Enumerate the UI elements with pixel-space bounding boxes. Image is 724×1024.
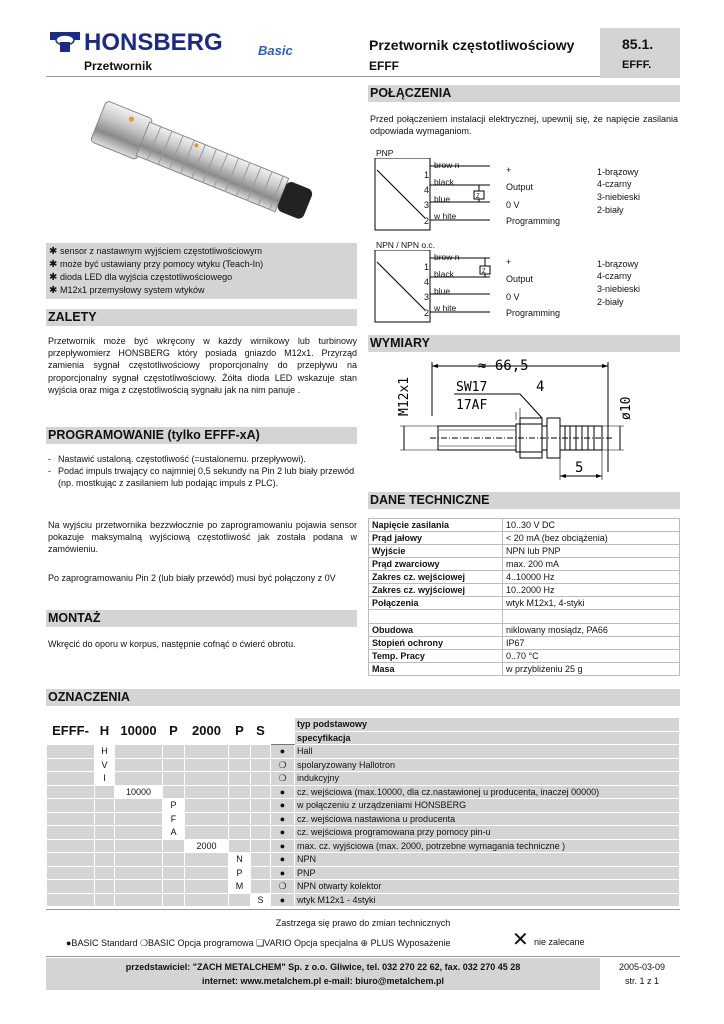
code-desc: NPN otwarty kolektor: [295, 880, 680, 894]
wire-name: black: [434, 177, 454, 187]
montaz-text: Wkręcić do oporu w korpus, następnie cofnąć o ćwierć obrotu.: [48, 639, 296, 649]
brand-sub: Basic: [258, 43, 293, 58]
prog-item: - Nastawić ustaloną. częstotliwość (=ustalonemu. przepływowi).: [48, 454, 306, 464]
option-symbol-icon: ●: [271, 893, 295, 907]
code-header-cell: P: [163, 718, 185, 745]
tech-key: Napięcie zasilania: [369, 519, 503, 532]
code-value: P: [229, 866, 251, 880]
code-value: 10000: [115, 785, 163, 799]
tech-key: Zakres cz. wejściowej: [369, 571, 503, 584]
code-empty-cell: [115, 772, 163, 786]
code-desc: cz. wejściowa programowana przy pomocy pin-u: [295, 826, 680, 840]
option-symbol-icon: ●: [271, 839, 295, 853]
code-empty-cell: [229, 758, 251, 772]
code-row: [47, 758, 680, 772]
footer-not-recommended: nie zalecane: [534, 937, 585, 947]
asterisk-icon: ✱: [49, 246, 58, 257]
header: [46, 28, 680, 78]
option-symbol-icon: ●: [271, 812, 295, 826]
footer-reserve: Zastrzega się prawo do zmian technicznych: [275, 918, 451, 928]
wire-name: black: [434, 269, 454, 279]
code-desc: NPN: [295, 853, 680, 867]
code-header-row: [47, 718, 680, 732]
features-list: [46, 245, 357, 297]
code-row: [47, 745, 680, 759]
code-empty-cell: [95, 880, 115, 894]
code-row: [47, 880, 680, 894]
code-empty-cell: [229, 745, 251, 759]
tech-value: 10..2000 Hz: [503, 584, 680, 597]
prog-list: [48, 453, 357, 490]
code-empty-cell: [229, 826, 251, 840]
wire-name: w hite: [434, 211, 457, 221]
tech-table: [368, 518, 680, 676]
code-row: [47, 785, 680, 799]
tech-row: [369, 597, 680, 610]
brand-name: HONSBERG: [84, 29, 223, 56]
code-empty-cell: [115, 745, 163, 759]
code-row: [47, 826, 680, 840]
section-montaz: MONTAŻ: [46, 610, 357, 627]
tech-value: max. 200 mA: [503, 558, 680, 571]
code-empty-cell: [95, 853, 115, 867]
code-empty-cell: [229, 893, 251, 907]
asterisk-icon: ✱: [49, 259, 58, 270]
wiring-label: PNP: [376, 148, 394, 158]
code-empty-cell: [163, 893, 185, 907]
wire-color: 4-czarny: [597, 179, 632, 189]
code-empty-cell: [163, 853, 185, 867]
wire-name: w hite: [434, 303, 457, 313]
pin-number: 2: [424, 308, 430, 318]
code-empty-cell: [163, 785, 185, 799]
signal-name: Output: [506, 182, 534, 192]
header-code: 85.1.: [622, 36, 654, 52]
page-title: Przetwornik częstotliwościowy: [369, 37, 575, 53]
header-category: Przetwornik: [84, 59, 153, 73]
tech-value: NPN lub PNP: [503, 545, 680, 558]
option-symbol-icon: ❍: [271, 880, 295, 894]
wire-color: 2-biały: [597, 297, 624, 307]
tech-key: Prąd jałowy: [369, 532, 503, 545]
wire-color: 1-brązowy: [597, 259, 639, 269]
code-empty-cell: [185, 812, 229, 826]
code-empty-cell: [115, 853, 163, 867]
tech-row: [369, 532, 680, 545]
code-empty-cell: [185, 826, 229, 840]
code-empty-cell: [47, 785, 95, 799]
footer-date: 2005-03-09: [618, 962, 666, 972]
tech-row: [369, 519, 680, 532]
code-empty-cell: [251, 758, 271, 772]
code-row: [47, 853, 680, 867]
zalety-text: Przetwornik może być wkręcony w każdy wirnikowy lub turbinowy przepływomierz HONSBERG który posiada gniazdo M12x1. Przyrząd zamienia sygnał częstotliwościowy proporcjonalny do przepływu na proporcjonalny sygnał częstotliwościowy. Żółta dioda LED wskazuje stan wyjścia oraz miga z częstotliwością sygnału jak na nim panuje .: [48, 336, 357, 395]
tech-value: w przybliżeniu 25 g: [503, 663, 680, 676]
code-empty-cell: [95, 812, 115, 826]
code-empty-cell: [229, 772, 251, 786]
feature-item: ✱ może być ustawiany przy pomocy wtyku (Teach-In): [49, 259, 264, 270]
section-dane: DANE TECHNICZNE: [368, 492, 680, 509]
code-empty-cell: [185, 785, 229, 799]
signal-name: 0 V: [506, 292, 520, 302]
footer-rep-line2: internet: www.metalchem.pl e-mail: biuro@metalchem.pl: [202, 976, 444, 986]
svg-text:Z: Z: [476, 194, 480, 200]
code-empty-cell: [47, 812, 95, 826]
tech-row: [369, 650, 680, 663]
code-empty-cell: [95, 866, 115, 880]
tech-value: 10..30 V DC: [503, 519, 680, 532]
option-symbol-icon: ●: [271, 745, 295, 759]
wire-name: brow n: [434, 252, 460, 262]
code-empty-cell: [47, 772, 95, 786]
code-empty-cell: [251, 745, 271, 759]
wire-color: 2-biały: [597, 205, 624, 215]
dimension-drawing-icon: [370, 354, 680, 484]
code-empty-cell: [115, 826, 163, 840]
code-empty-cell: [251, 853, 271, 867]
footer-rep-box: [46, 958, 600, 990]
code-empty-cell: [95, 893, 115, 907]
code-empty-cell: [115, 880, 163, 894]
dim-thread: M12x1: [397, 376, 412, 416]
pin-number: 1: [424, 262, 430, 272]
dim-five: 5: [575, 460, 584, 476]
code-value: I: [95, 772, 115, 786]
tech-key: Masa: [369, 663, 503, 676]
option-symbol-icon: ●: [271, 826, 295, 840]
code-empty-cell: [251, 866, 271, 880]
code-empty-cell: [163, 866, 185, 880]
tech-row: [369, 545, 680, 558]
signal-name: Programming: [506, 308, 561, 318]
code-row: [47, 893, 680, 907]
pin-number: 1: [424, 170, 430, 180]
tech-value: niklowany mosiądz, PA66: [503, 624, 680, 637]
code-empty-cell: [185, 745, 229, 759]
wiring-label: NPN / NPN o.c.: [376, 240, 436, 250]
section-programowanie: PROGRAMOWANIE (tylko EFFF-xA): [46, 427, 357, 444]
feature-item: ✱ dioda LED dla wyjścia częstotliwościowego: [49, 272, 233, 283]
tech-key: Obudowa: [369, 624, 503, 637]
code-row: [47, 772, 680, 786]
tech-value: [503, 610, 680, 624]
svg-text:Z: Z: [482, 269, 486, 275]
tech-value: < 20 mA (bez obciążenia): [503, 532, 680, 545]
tech-row: [369, 558, 680, 571]
wire-name: blue: [434, 286, 451, 296]
code-empty-cell: [47, 880, 95, 894]
code-empty-cell: [115, 893, 163, 907]
code-empty-cell: [47, 853, 95, 867]
prog-text-1: Na wyjściu przetwornika bezzwłocznie po zaprogramowaniu pojawia sensor pokazuje maksymalną wyjściową częstotliwość jak została podana w zamówieniu.: [48, 520, 357, 555]
dim-diameter: ø10: [619, 396, 634, 420]
header-rule: [46, 76, 600, 77]
wire-color: 3-niebieski: [597, 284, 641, 294]
code-empty-cell: [115, 839, 163, 853]
honsberg-logo-icon: [48, 28, 328, 58]
code-value: S: [251, 893, 271, 907]
tech-row: [369, 624, 680, 637]
code-empty-cell: [185, 893, 229, 907]
code-empty-cell: [47, 826, 95, 840]
code-empty-cell: [163, 839, 185, 853]
section-zalety: ZALETY: [46, 309, 357, 326]
code-value: 2000: [185, 839, 229, 853]
code-empty-cell: [115, 799, 163, 813]
signal-name: 0 V: [506, 200, 520, 210]
tech-row: [369, 637, 680, 650]
code-header-cell: P: [229, 718, 251, 745]
code-header-cell: 10000: [115, 718, 163, 745]
signal-name: Output: [506, 274, 534, 284]
code-desc: max. cz. wyjściowa (max. 2000, potrzebne wymagania techniczne ): [295, 839, 680, 853]
code-empty-cell: [251, 799, 271, 813]
code-empty-cell: [163, 772, 185, 786]
code-empty-cell: [47, 758, 95, 772]
code-empty-cell: [163, 758, 185, 772]
code-desc: cz. wejściowa nastawiona u producenta: [295, 812, 680, 826]
code-empty-cell: [115, 758, 163, 772]
tech-key: [369, 610, 503, 624]
code-empty-cell: [251, 785, 271, 799]
code-empty-cell: [47, 745, 95, 759]
code-header-cell: H: [95, 718, 115, 745]
tech-value: 0..70 °C: [503, 650, 680, 663]
tech-key: Zakres cz. wyjściowej: [369, 584, 503, 597]
signal-name: +: [506, 257, 512, 267]
code-desc: wtyk M12x1 - 4styki: [295, 893, 680, 907]
tech-row: [369, 571, 680, 584]
polaczenia-text: Przed połączeniem instalacji elektrycznej, upewnij się, że napięcie zasilania odpowiada wymaganiom.: [370, 114, 678, 137]
tech-key: Połączenia: [369, 597, 503, 610]
wire-color: 4-czarny: [597, 271, 632, 281]
code-empty-cell: [163, 745, 185, 759]
features-box: [46, 243, 357, 299]
code-empty-cell: [185, 866, 229, 880]
code-row: [47, 866, 680, 880]
code-empty-cell: [47, 839, 95, 853]
code-desc: Hall: [295, 745, 680, 759]
code-header-blank: [271, 718, 295, 745]
model-name: EFFF: [369, 59, 399, 73]
code-desc: indukcyjny: [295, 772, 680, 786]
option-symbol-icon: ●: [271, 866, 295, 880]
code-empty-cell: [251, 812, 271, 826]
dim-af: 17AF: [456, 398, 488, 413]
tech-value: 4..10000 Hz: [503, 571, 680, 584]
dim-length: ≈ 66,5: [478, 358, 529, 374]
tech-value: wtyk M12x1, 4-styki: [503, 597, 680, 610]
code-row: [47, 812, 680, 826]
not-recommended-icon: ✕: [512, 929, 529, 951]
feature-item: ✱ sensor z nastawnym wyjściem częstotliwościowym: [49, 246, 263, 257]
footer-rule-bottom: [46, 956, 680, 957]
tech-value: IP67: [503, 637, 680, 650]
section-polaczenia: POŁĄCZENIA: [368, 85, 680, 102]
wire-color: 3-niebieski: [597, 192, 641, 202]
dim-four: 4: [536, 379, 545, 395]
code-header-cell: EFFF-: [47, 718, 95, 745]
asterisk-icon: ✱: [49, 285, 58, 296]
option-symbol-icon: ●: [271, 785, 295, 799]
code-value: M: [229, 880, 251, 894]
code-empty-cell: [185, 853, 229, 867]
code-desc: w połączeniu z urządzeniami HONSBERG: [295, 799, 680, 813]
wire-color: 1-brązowy: [597, 167, 639, 177]
code-value: F: [163, 812, 185, 826]
tech-key: Prąd zwarciowy: [369, 558, 503, 571]
prog-text-2: Po zaprogramowaniu Pin 2 (lub biały przewód) musi być połączony z 0V: [48, 573, 336, 583]
code-empty-cell: [229, 839, 251, 853]
code-desc: cz. wejściowa (max.10000, dla cz.nastawionej u producenta, inaczej 00000): [295, 785, 680, 799]
asterisk-icon: ✱: [49, 272, 58, 283]
option-symbol-icon: ❍: [271, 758, 295, 772]
code-value: A: [163, 826, 185, 840]
code-header-cell: S: [251, 718, 271, 745]
product-image: [50, 88, 356, 238]
code-empty-cell: [185, 772, 229, 786]
code-empty-cell: [185, 799, 229, 813]
footer-rule-top: [46, 909, 680, 910]
code-empty-cell: [251, 839, 271, 853]
tech-row: [369, 610, 680, 624]
wiring-pnp: [370, 148, 680, 232]
code-empty-cell: [95, 799, 115, 813]
code-empty-cell: [185, 880, 229, 894]
code-empty-cell: [47, 866, 95, 880]
code-value: P: [163, 799, 185, 813]
footer-legend: ●BASIC Standard ❍BASIC Opcja programowa ❑VARIO Opcja specjalna ⊕ PLUS Wyposażenie: [66, 938, 451, 948]
code-empty-cell: [251, 772, 271, 786]
tech-key: Temp. Pracy: [369, 650, 503, 663]
code-empty-cell: [185, 758, 229, 772]
code-desc-head: specyfikacja: [295, 731, 680, 745]
section-wymiary: WYMIARY: [368, 335, 680, 352]
code-empty-cell: [229, 812, 251, 826]
wire-name: brow n: [434, 160, 460, 170]
code-header-cell: 2000: [185, 718, 229, 745]
code-desc: spolaryzowany Hallotron: [295, 758, 680, 772]
code-value: V: [95, 758, 115, 772]
tech-key: Stopień ochrony: [369, 637, 503, 650]
pin-number: 4: [424, 277, 430, 287]
pin-number: 4: [424, 185, 430, 195]
tech-row: [369, 663, 680, 676]
option-symbol-icon: ❍: [271, 772, 295, 786]
code-desc: PNP: [295, 866, 680, 880]
feature-item: ✱ M12x1 przemysłowy system wtyków: [49, 285, 205, 296]
code-row: [47, 799, 680, 813]
code-value: N: [229, 853, 251, 867]
code-empty-cell: [47, 893, 95, 907]
wiring-npn: [370, 240, 680, 324]
code-empty-cell: [95, 839, 115, 853]
code-row: [47, 839, 680, 853]
code-empty-cell: [115, 866, 163, 880]
brand-logo: [48, 28, 328, 58]
tech-key: Wyjście: [369, 545, 503, 558]
header-code-sub: EFFF.: [622, 59, 652, 71]
pin-number: 3: [424, 292, 430, 302]
sensor-photo-icon: [50, 88, 356, 238]
dimension-drawing: [370, 354, 680, 484]
pin-number: 3: [424, 200, 430, 210]
pin-number: 2: [424, 216, 430, 226]
code-desc-head: typ podstawowy: [295, 718, 680, 732]
wire-name: blue: [434, 194, 451, 204]
code-empty-cell: [163, 880, 185, 894]
section-oznaczenia: OZNACZENIA: [46, 689, 680, 706]
dim-sw: SW17: [456, 380, 488, 395]
code-empty-cell: [229, 799, 251, 813]
signal-name: Programming: [506, 216, 561, 226]
footer-rep-line1: przedstawiciel: "ZACH METALCHEM" Sp. z o.o. Gliwice, tel. 032 270 22 62, fax. 032 270 45 28: [125, 962, 521, 972]
prog-item: - Podać impuls trwający co najmniej 0,5 sekundy na Pin 2 lub biały przewód (np. mostkując z zasilaniem lub podając impuls z PLC).: [48, 466, 355, 489]
code-value: H: [95, 745, 115, 759]
code-empty-cell: [95, 785, 115, 799]
header-code-box: [600, 28, 680, 78]
code-table: [46, 717, 680, 907]
code-empty-cell: [95, 826, 115, 840]
option-symbol-icon: ●: [271, 853, 295, 867]
footer-page: str. 1 z 1: [624, 976, 659, 986]
signal-name: +: [506, 165, 512, 175]
code-empty-cell: [47, 799, 95, 813]
code-empty-cell: [251, 826, 271, 840]
tech-row: [369, 584, 680, 597]
code-empty-cell: [229, 785, 251, 799]
option-symbol-icon: ●: [271, 799, 295, 813]
code-empty-cell: [251, 880, 271, 894]
code-empty-cell: [115, 812, 163, 826]
